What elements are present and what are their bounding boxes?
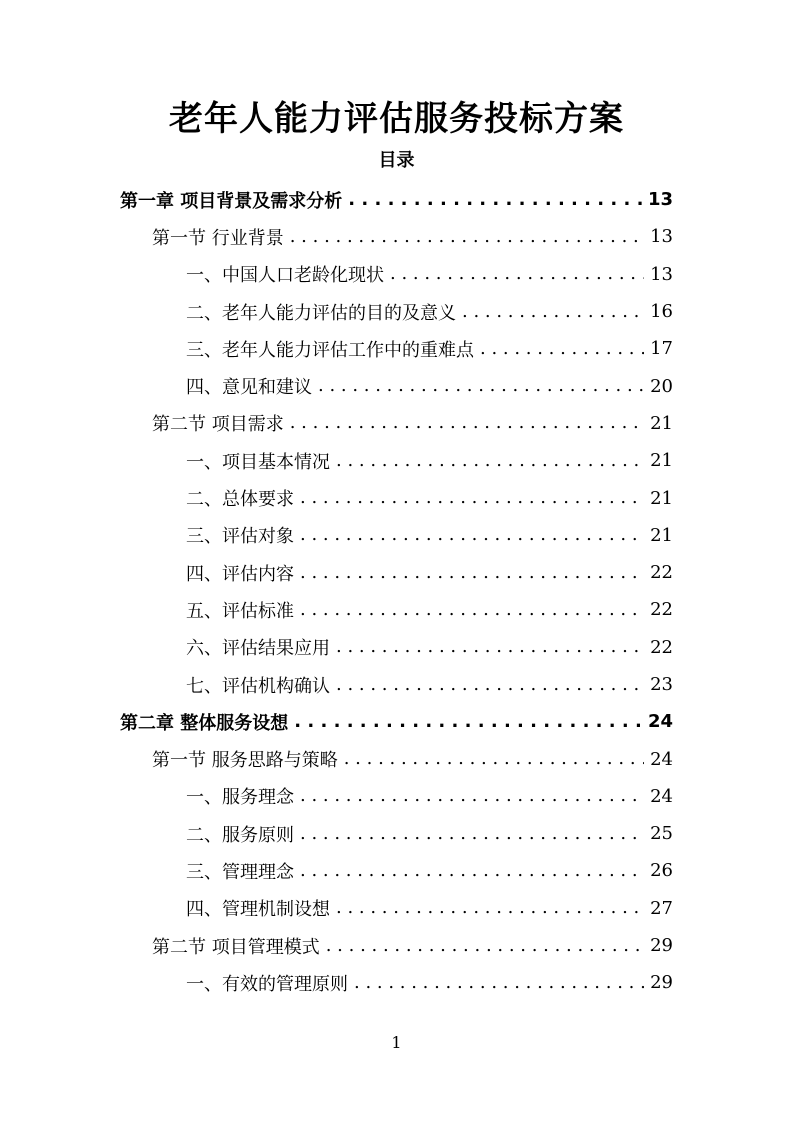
toc-entry-page: 13 [647, 189, 673, 211]
toc-entry-page: 21 [650, 412, 673, 434]
toc-dot-leader [290, 228, 644, 246]
toc-dot-leader [318, 377, 644, 395]
toc-entry-page: 22 [650, 562, 673, 584]
toc-entry-label: 六、评估结果应用 [186, 638, 330, 660]
toc-subsection-entry[interactable] [0, 554, 793, 591]
toc-entry-page: 16 [650, 301, 673, 323]
toc-subsection-entry[interactable] [0, 256, 793, 293]
toc-dot-leader [300, 526, 644, 544]
toc-subsection-entry[interactable] [0, 778, 793, 815]
toc-entry-page: 25 [650, 823, 673, 845]
toc-entry-page: 24 [650, 748, 673, 770]
toc-chapter-entry[interactable] [0, 181, 793, 218]
toc-entry-page: 21 [650, 524, 673, 546]
toc-subsection-entry[interactable] [0, 591, 793, 628]
toc-entry-label: 二、老年人能力评估的目的及意义 [186, 302, 456, 324]
toc-entry-page: 22 [650, 599, 673, 621]
toc-subsection-entry[interactable] [0, 852, 793, 889]
toc-dot-leader [336, 676, 644, 694]
toc-entry-page: 21 [650, 487, 673, 509]
table-of-contents [0, 181, 793, 1002]
toc-heading: 目录 [378, 150, 415, 171]
toc-entry-label: 第一章 项目背景及需求分析 [120, 190, 343, 212]
page-number: 1 [391, 1033, 402, 1052]
toc-entry-label: 第二节 项目需求 [152, 414, 284, 436]
toc-entry-label: 第二章 整体服务设想 [120, 712, 289, 734]
toc-subsection-entry[interactable] [0, 629, 793, 666]
toc-entry-page: 21 [650, 450, 673, 472]
toc-subsection-entry[interactable] [0, 330, 793, 367]
toc-dot-leader [336, 452, 644, 470]
toc-dot-leader [326, 937, 644, 955]
toc-dot-leader [390, 265, 644, 283]
toc-entry-label: 第一节 服务思路与策略 [152, 750, 338, 772]
toc-entry-page: 29 [650, 935, 673, 957]
toc-subsection-entry[interactable] [0, 890, 793, 927]
toc-dot-leader [348, 191, 642, 209]
toc-subsection-entry[interactable] [0, 293, 793, 330]
toc-dot-leader [354, 974, 644, 992]
toc-dot-leader [480, 340, 644, 358]
toc-subsection-entry[interactable] [0, 815, 793, 852]
toc-entry-label: 三、评估对象 [186, 526, 294, 548]
toc-entry-page: 17 [650, 338, 673, 360]
toc-section-entry[interactable] [0, 405, 793, 442]
toc-section-entry[interactable] [0, 218, 793, 255]
toc-subsection-entry[interactable] [0, 442, 793, 479]
toc-subsection-entry[interactable] [0, 479, 793, 516]
toc-entry-label: 三、老年人能力评估工作中的重难点 [186, 339, 474, 361]
toc-entry-label: 一、中国人口老龄化现状 [186, 265, 384, 287]
toc-entry-label: 四、管理机制设想 [186, 899, 330, 921]
toc-entry-page: 27 [650, 897, 673, 919]
toc-dot-leader [462, 303, 644, 321]
toc-dot-leader [294, 713, 642, 731]
toc-subsection-entry[interactable] [0, 367, 793, 404]
toc-subsection-entry[interactable] [0, 517, 793, 554]
toc-dot-leader [300, 564, 644, 582]
toc-entry-label: 二、服务原则 [186, 824, 294, 846]
toc-dot-leader [300, 825, 644, 843]
toc-entry-label: 第二节 项目管理模式 [152, 936, 320, 958]
toc-entry-page: 26 [650, 860, 673, 882]
toc-entry-label: 四、意见和建议 [186, 377, 312, 399]
toc-subsection-entry[interactable] [0, 666, 793, 703]
toc-dot-leader [290, 414, 644, 432]
toc-entry-page: 13 [650, 226, 673, 248]
toc-subsection-entry[interactable] [0, 964, 793, 1001]
toc-entry-label: 二、总体要求 [186, 489, 294, 511]
toc-entry-page: 13 [650, 263, 673, 285]
toc-entry-label: 七、评估机构确认 [186, 675, 330, 697]
toc-dot-leader [336, 638, 644, 656]
toc-entry-page: 24 [650, 785, 673, 807]
toc-dot-leader [300, 862, 644, 880]
document-title: 老年人能力评估服务投标方案 [169, 99, 624, 139]
toc-dot-leader [300, 787, 644, 805]
toc-entry-label: 三、管理理念 [186, 861, 294, 883]
toc-entry-label: 一、有效的管理原则 [186, 973, 348, 995]
toc-entry-label: 第一节 行业背景 [152, 227, 284, 249]
toc-section-entry[interactable] [0, 927, 793, 964]
toc-entry-page: 20 [650, 375, 673, 397]
toc-chapter-entry[interactable] [0, 703, 793, 740]
toc-entry-label: 五、评估标准 [186, 600, 294, 622]
toc-dot-leader [300, 601, 644, 619]
toc-entry-page: 29 [650, 972, 673, 994]
toc-entry-page: 22 [650, 636, 673, 658]
toc-entry-page: 24 [647, 711, 673, 733]
toc-section-entry[interactable] [0, 740, 793, 777]
toc-entry-label: 一、项目基本情况 [186, 451, 330, 473]
toc-dot-leader [300, 489, 644, 507]
toc-entry-label: 一、服务理念 [186, 787, 294, 809]
toc-dot-leader [336, 899, 644, 917]
toc-dot-leader [344, 750, 644, 768]
toc-entry-label: 四、评估内容 [186, 563, 294, 585]
toc-entry-page: 23 [650, 674, 673, 695]
